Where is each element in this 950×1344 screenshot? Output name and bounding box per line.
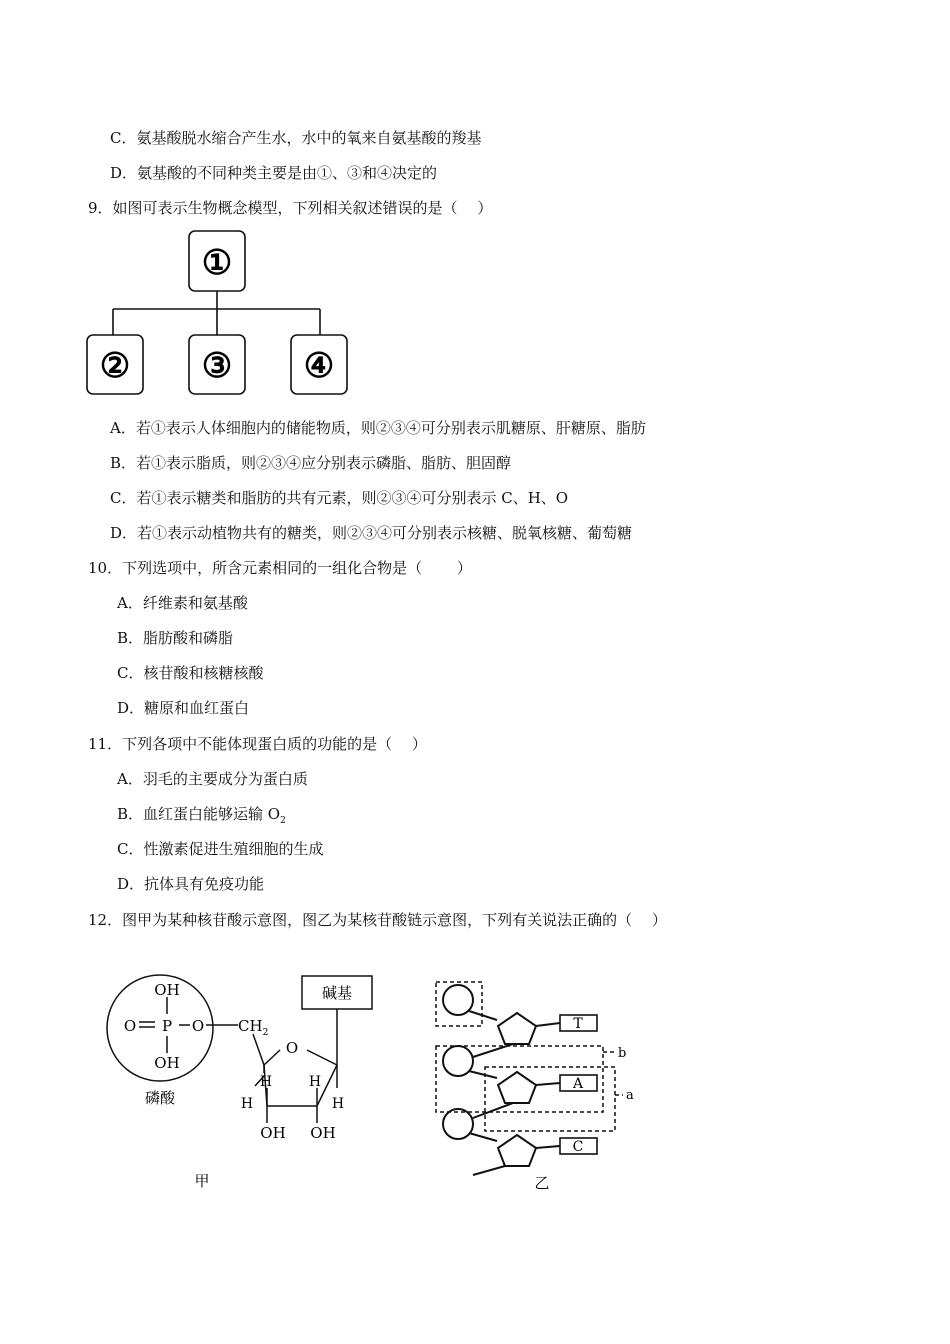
node-3: ③: [201, 346, 233, 386]
question-12-stem: 12．图甲为某种核苷酸示意图，图乙为某核苷酸链示意图，下列有关说法正确的（ ）: [88, 911, 667, 929]
caption-jia: 甲: [194, 1172, 210, 1190]
q11-option-b: [117, 804, 286, 831]
node-4: ④: [303, 346, 335, 386]
q11-option-c: C．性激素促进生殖细胞的生成: [117, 840, 324, 858]
base-a: A: [572, 1076, 584, 1092]
q11-option-d: D．抗体具有免疫功能: [117, 875, 265, 893]
option-d-prev: D．氨基酸的不同种类主要是由①、③和④决定的: [110, 164, 438, 182]
node-1: ①: [201, 243, 233, 283]
caption-yi: 乙: [534, 1174, 550, 1192]
oh-2prime: OH: [260, 1124, 286, 1142]
label-a: a: [626, 1088, 634, 1103]
oh-bottom: OH: [154, 1054, 180, 1072]
q9-option-d: D．若①表示动植物共有的糖类，则②③④可分别表示核糖、脱氧核糖、葡萄糖: [110, 524, 633, 542]
q11-option-b-text: B．血红蛋白能够运输 O: [117, 805, 281, 823]
figure-nucleotide: [95, 968, 395, 1198]
figure-nucleotide-chain: [425, 975, 665, 1200]
phosphate-label: 磷酸: [144, 1089, 176, 1107]
h-1: H: [259, 1074, 273, 1090]
concept-model-diagram: [80, 228, 360, 400]
base-label: 碱基: [321, 984, 353, 1002]
q10-option-a: A．纤维素和氨基酸: [117, 594, 248, 612]
question-11-stem: 11．下列各项中不能体现蛋白质的功能的是（ ）: [88, 735, 427, 753]
oh-3prime: OH: [310, 1124, 336, 1142]
ring-o: O: [285, 1039, 299, 1057]
q10-option-d: D．糖原和血红蛋白: [117, 699, 250, 717]
q9-option-b: B．若①表示脂质，则②③④应分别表示磷脂、脂肪、胆固醇: [110, 454, 512, 472]
o2-subscript: 2: [280, 816, 286, 826]
o-right: O: [191, 1017, 205, 1035]
q9-option-a: A．若①表示人体细胞内的储能物质，则②③④可分别表示肌糖原、肝糖原、脂肪: [110, 419, 646, 437]
p-atom: P: [161, 1017, 173, 1035]
q10-option-c: C．核苷酸和核糖核酸: [117, 664, 264, 682]
h-2: H: [240, 1096, 254, 1112]
q9-option-c: C．若①表示糖类和脂肪的共有元素，则②③④可分别表示 C、H、O: [110, 489, 569, 507]
ch2-label: $CH_2$: [238, 1017, 269, 1038]
q10-option-b: B．脂肪酸和磷脂: [117, 629, 234, 647]
h-4: H: [331, 1096, 345, 1112]
label-b: b: [618, 1046, 627, 1061]
option-c-prev: C．氨基酸脱水缩合产生水，水中的氧来自氨基酸的羧基: [110, 129, 482, 147]
o-left: O: [123, 1017, 137, 1035]
node-2: ②: [99, 346, 131, 386]
question-10-stem: 10．下列选项中，所含元素相同的一组化合物是（ ）: [88, 559, 472, 577]
question-9-stem: 9．如图可表示生物概念模型，下列相关叙述错误的是（ ）: [88, 199, 493, 217]
q11-option-a: A．羽毛的主要成分为蛋白质: [117, 770, 308, 788]
oh-top: OH: [154, 981, 180, 999]
base-t: T: [573, 1016, 583, 1032]
h-3: H: [308, 1074, 322, 1090]
base-c: C: [572, 1139, 584, 1155]
